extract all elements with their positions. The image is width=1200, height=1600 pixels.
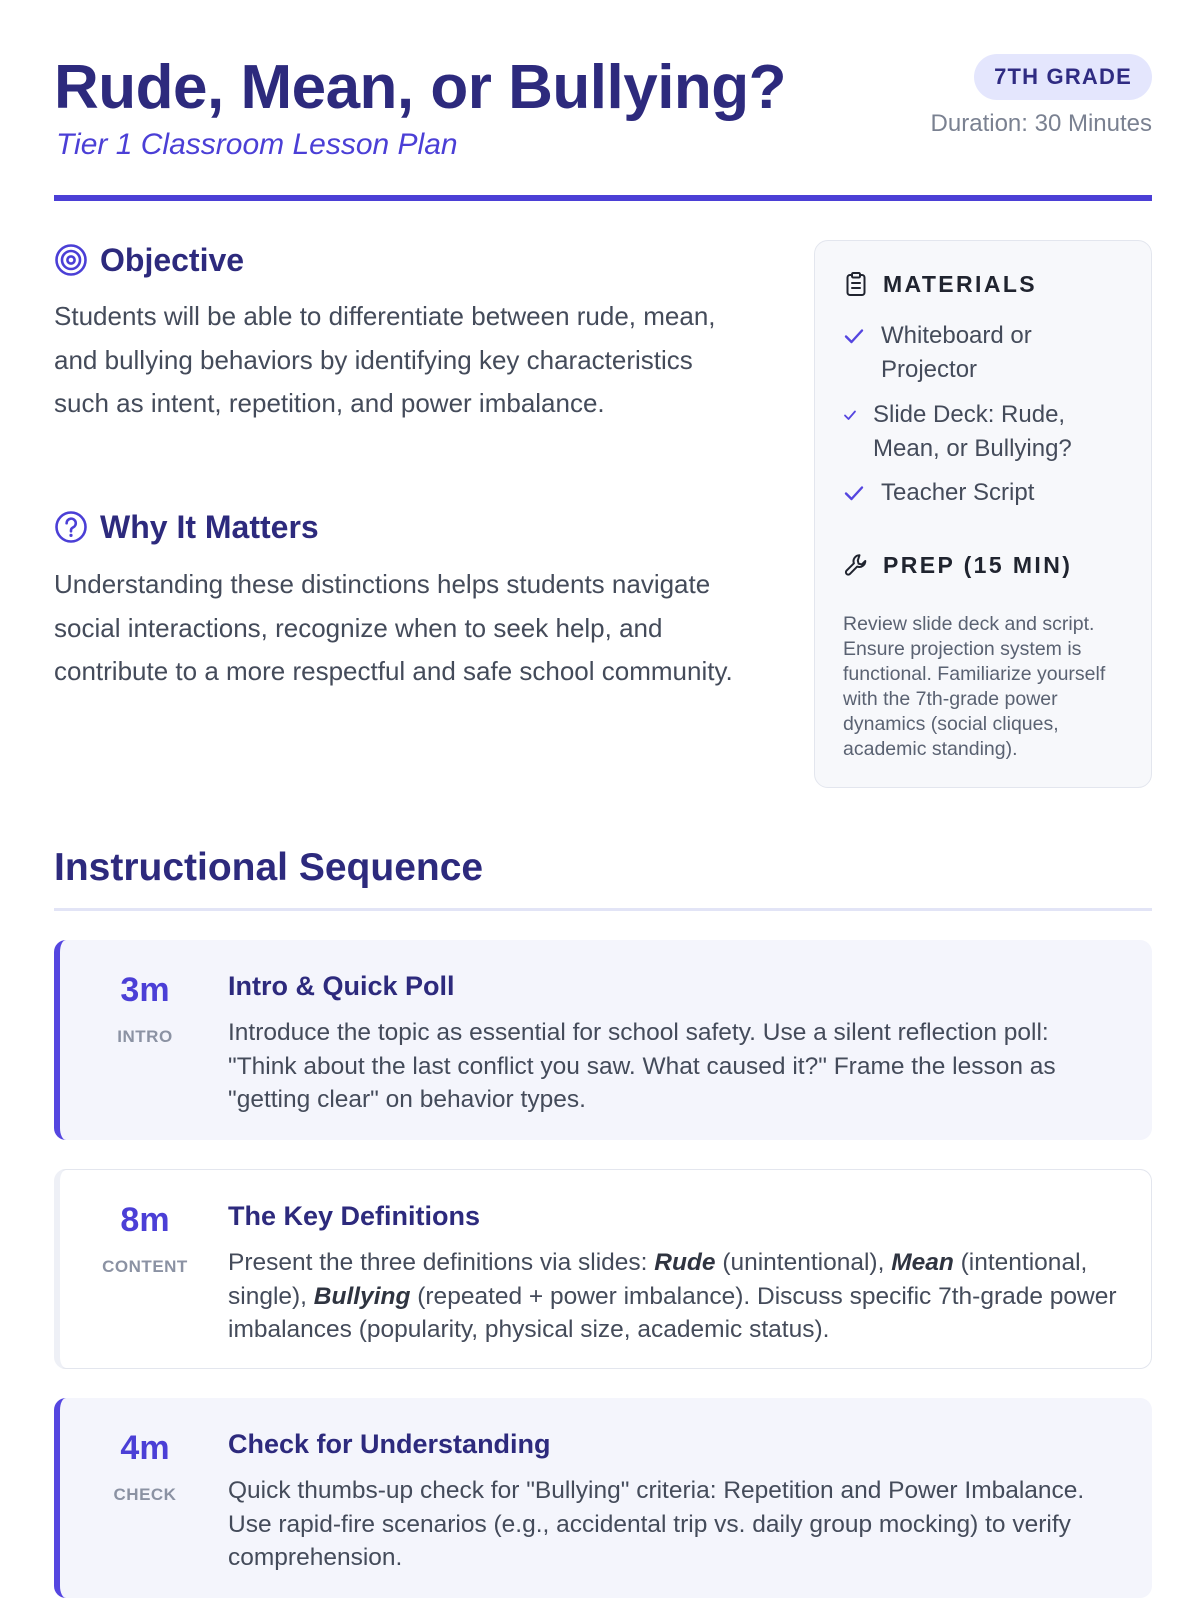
sequence-title: Instructional Sequence	[54, 846, 484, 889]
step-kind: CHECK	[113, 1485, 177, 1504]
header-divider	[54, 195, 1152, 201]
step-description: Introduce the topic as essential for school safety. Use a silent reflection poll: "Think about the last conflict you saw. What caused it?" Frame the lesson as "getting clear" on behavior types.	[228, 1019, 1056, 1113]
step-time: 4m	[120, 1429, 170, 1467]
step-kind: INTRO	[117, 1027, 173, 1046]
term-rude: Rude	[654, 1249, 716, 1276]
page-subtitle: Tier 1 Classroom Lesson Plan	[56, 128, 458, 161]
step-time: 3m	[120, 971, 170, 1009]
sequence-step	[54, 1398, 1152, 1598]
why-text: Understanding these distinctions helps students navigate social interactions, recognize when to seek help, and contribute to a more respectful and safe school community.	[54, 569, 733, 686]
objective-heading-label: Objective	[100, 241, 245, 278]
term-mean: Mean	[891, 1249, 954, 1276]
step-description-text: (repeated + power imbalance). Discuss specific 7th-grade power imbalances (popularity, physical size, academic status).	[228, 1282, 1117, 1343]
check-icon	[843, 408, 857, 422]
question-circle-icon	[54, 510, 88, 544]
wrench-icon	[843, 552, 869, 578]
target-icon	[54, 243, 88, 277]
term-bullying: Bullying	[313, 1282, 411, 1310]
objective-text: Students will be able to differentiate between rude, mean, and bullying behaviors by identifying key characteristics such as intent, repetition, and power imbalance.	[54, 301, 716, 418]
step-description-text: Present the three definitions via slides:	[228, 1249, 655, 1276]
objective-heading	[54, 240, 244, 280]
clipboard-icon	[843, 271, 869, 297]
materials-item	[843, 398, 1093, 466]
step-title: The Key Definitions	[228, 1201, 481, 1231]
step-description-text: (intentional, single),	[228, 1249, 1088, 1310]
prep-heading	[843, 548, 1072, 582]
sequence-step	[54, 940, 1152, 1140]
step-title: Check for Understanding	[228, 1429, 551, 1459]
materials-card	[814, 240, 1152, 788]
materials-item-label: Teacher Script	[881, 479, 1035, 506]
materials-item-label: Whiteboard or Projector	[881, 322, 1032, 383]
step-title: Intro & Quick Poll	[228, 971, 455, 1001]
sequence-step	[54, 1169, 1152, 1369]
step-description: Quick thumbs-up check for "Bullying" criteria: Repetition and Power Imbalance. Use rapid-fire scenarios (e.g., accidental trip vs. daily group mocking) to verify comprehension.	[228, 1477, 1085, 1571]
check-icon	[843, 325, 865, 347]
why-heading-label: Why It Matters	[100, 508, 319, 545]
why-heading	[54, 507, 319, 547]
grade-badge: 7TH GRADE	[974, 54, 1152, 100]
sequence-divider	[54, 908, 1152, 911]
materials-heading	[843, 267, 1037, 301]
materials-item-label: Slide Deck: Rude, Mean, or Bullying?	[873, 401, 1072, 462]
materials-item	[843, 319, 1063, 387]
materials-heading-label: MATERIALS	[883, 270, 1038, 297]
step-kind: CONTENT	[102, 1257, 188, 1276]
lesson-plan-page	[54, 0, 1152, 1600]
lesson-header	[54, 52, 1152, 202]
prep-text: Review slide deck and script. Ensure projection system is functional. Familiarize yourself with the 7th-grade power dynamics (social cliques, academic standing).	[843, 613, 1106, 760]
check-icon	[843, 482, 865, 504]
page-title: Rude, Mean, or Bullying?	[54, 53, 787, 122]
step-description-text: (unintentional),	[715, 1249, 892, 1276]
step-description	[228, 1246, 1124, 1347]
prep-heading-label: PREP (15 MIN)	[883, 551, 1073, 578]
step-time: 8m	[120, 1201, 170, 1239]
duration-text: Duration: 30 Minutes	[930, 110, 1152, 137]
materials-item	[843, 476, 1103, 510]
